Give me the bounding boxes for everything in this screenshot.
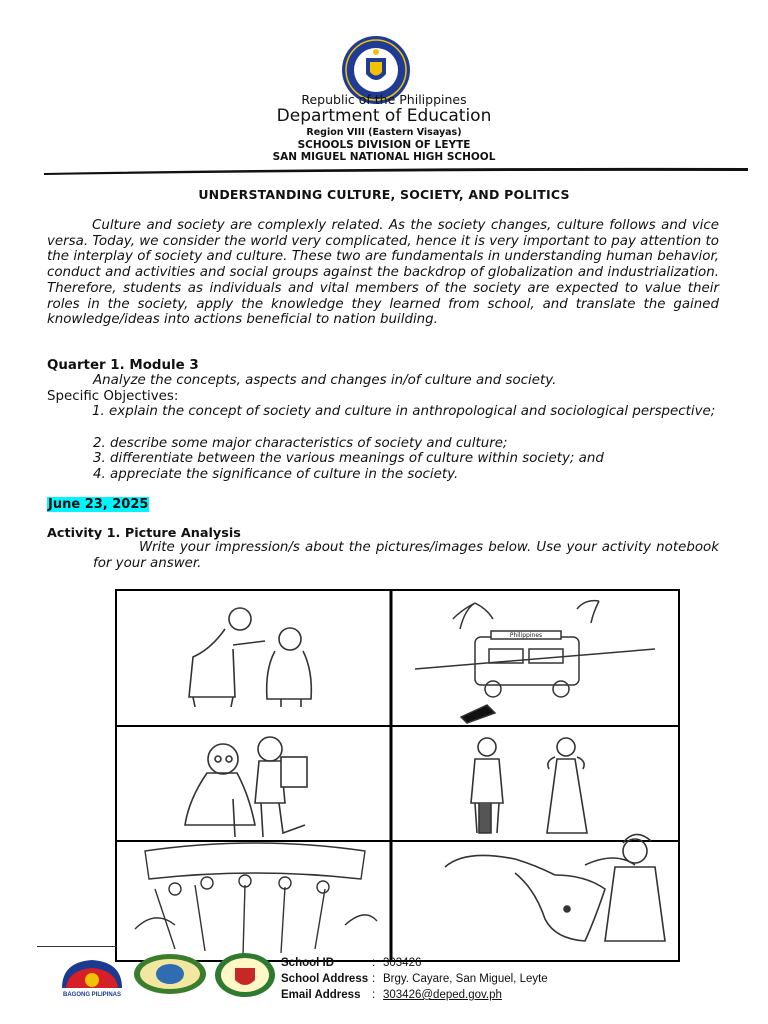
school-id-value: 303426 [383, 957, 422, 969]
date-highlight: June 23, 2025 [48, 497, 149, 512]
objective-item: 4. appreciate the significance of culture in the society. [93, 467, 459, 482]
module-goal: Analyze the concepts, aspects and changes in/of culture and society. [93, 373, 557, 388]
activity-title: Activity 1. Picture Analysis [47, 526, 241, 541]
header-region: Region VIII (Eastern Visayas) [306, 127, 462, 138]
intro-paragraph: Culture and society are complexly related. As the society changes, culture follows and vice versa. Today, we consider the world very complicated, hence it is very important to pay attention to the interplay of society and culture. These two are fundamentals in understanding human behavior, conduct and activities and social groups against the backdrop of globalization and industrialization. Therefore, students as individuals and vital members of the society are expected to value their roles in the society, apply the knowledge they learned from school, and translate the gained knowledge/ideas into actions beneficial to nation building. [47, 218, 719, 328]
activity-instructions: Write your impression/s about the pictures/images below. Use your activity notebook for your answer. [93, 540, 719, 571]
division-seal-icon [132, 952, 208, 996]
module-title: Quarter 1. Module 3 [47, 358, 199, 373]
header-school: SAN MIGUEL NATIONAL HIGH SCHOOL [272, 151, 496, 163]
bagong-pilipinas-text: BAGONG PILIPINAS [62, 992, 121, 998]
footer-divider [37, 946, 117, 947]
objective-item: 1. explain the concept of society and culture in anthropological and sociological perspective; [92, 404, 716, 419]
header-divider [44, 166, 748, 176]
school-id-label: School ID [281, 957, 335, 969]
school-address-value: Brgy. Cayare, San Miguel, Leyte [383, 973, 548, 985]
colon: : [372, 973, 376, 985]
email-link[interactable]: 303426@deped.gov.ph [383, 989, 502, 1001]
objective-item: 2. describe some major characteristics of society and culture; [93, 436, 508, 451]
objective-item: 3. differentiate between the various meanings of culture within society; and [93, 451, 604, 466]
document-title: UNDERSTANDING CULTURE, SOCIETY, AND POLITICS [198, 187, 570, 202]
jeep-sign: Philippines [509, 632, 543, 639]
picture-grid [115, 589, 680, 962]
header-division: SCHOOLS DIVISION OF LEYTE [297, 139, 471, 151]
header-department: Department of Education [276, 106, 492, 126]
colon: : [372, 957, 376, 969]
school-address-label: School Address [281, 973, 369, 985]
email-label: Email Address [281, 989, 361, 1001]
header-republic: Republic of the Philippines [301, 92, 467, 107]
colon: : [372, 989, 376, 1001]
objectives-label: Specific Objectives: [47, 389, 179, 404]
school-seal-icon [213, 952, 277, 998]
